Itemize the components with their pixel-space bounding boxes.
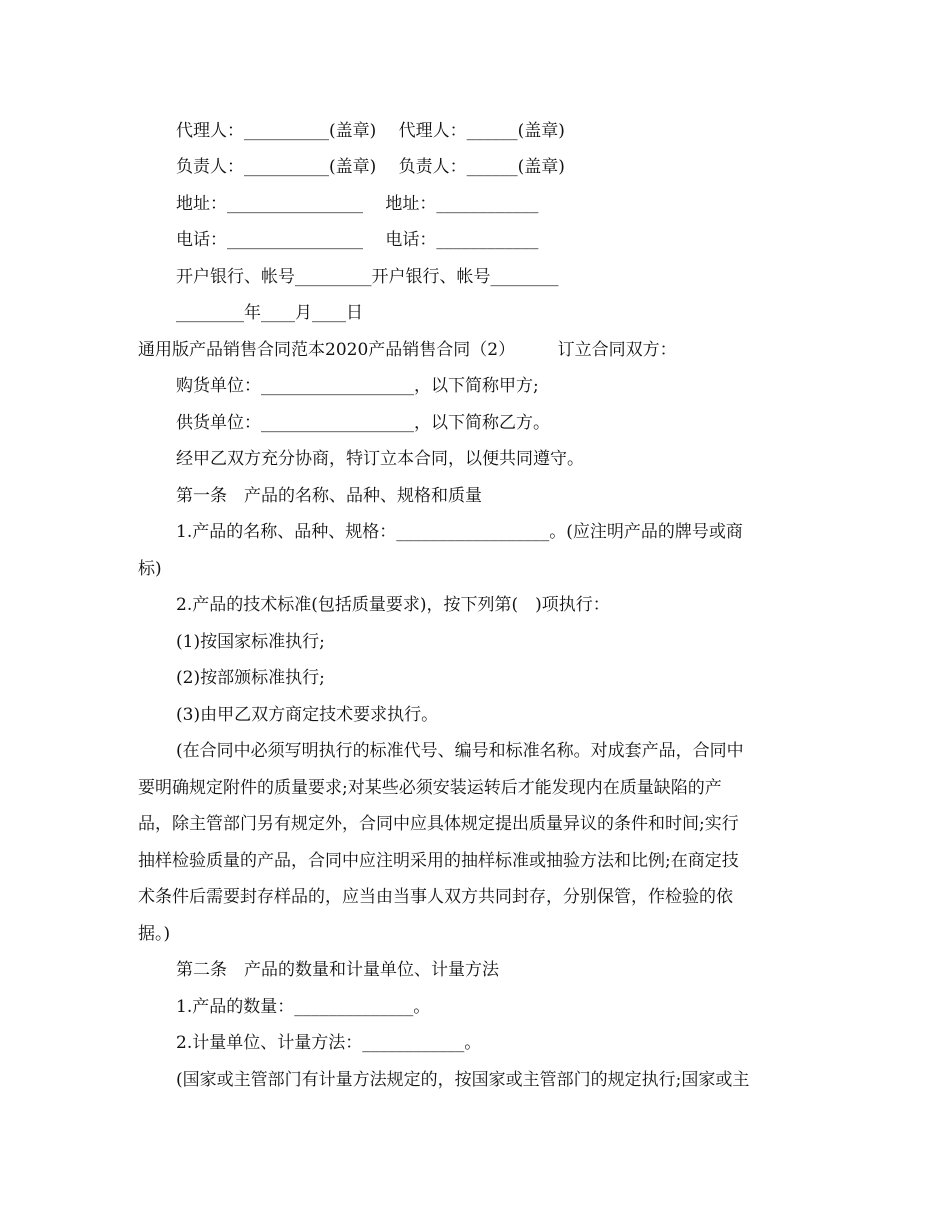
signature-responsible-line: 负责人：__________(盖章) 负责人：______(盖章) — [176, 157, 565, 177]
article-1-option-1: (1)按国家标准执行; — [176, 632, 325, 652]
article-2-title: 第二条 产品的数量和计量单位、计量方法 — [176, 960, 499, 980]
article-1-note-line: 要明确规定附件的质量要求;对某些必须安装运转后才能发现内在质量缺陷的产 — [138, 778, 722, 798]
article-1-note-line: (在合同中必须写明执行的标准代号、编号和标准名称。对成套产品，合同中 — [176, 741, 744, 761]
article-1-option-3: (3)由甲乙双方商定技术要求执行。 — [176, 705, 439, 725]
article-1-option-2: (2)按部颁标准执行; — [176, 668, 325, 688]
article-2-note-line: (国家或主管部门有计量方法规定的，按国家或主管部门的规定执行;国家或主 — [176, 1070, 750, 1090]
signature-agent-line: 代理人：__________(盖章) 代理人：______(盖章) — [176, 121, 565, 141]
article-1-note-line: 抽样检验质量的产品，合同中应注明采用的抽样标准或抽验方法和比例;在商定技 — [138, 851, 739, 871]
article-2-item-1: 1.产品的数量：______________。 — [176, 997, 431, 1017]
buyer-line: 购货单位：__________________，以下简称甲方; — [176, 376, 539, 396]
article-2-item-2: 2.计量单位、计量方法：____________。 — [176, 1033, 482, 1053]
article-1-item-1: 1.产品的名称、品种、规格：__________________。(应注明产品的牌号或商 — [176, 522, 743, 542]
seller-line: 供货单位：__________________，以下简称乙方。 — [176, 413, 550, 433]
article-1-title: 第一条 产品的名称、品种、规格和质量 — [176, 486, 482, 506]
intro-paragraph: 经甲乙双方充分协商，特订立本合同，以便共同遵守。 — [176, 449, 584, 469]
article-1-note-line: 据。) — [138, 924, 171, 944]
contract-heading: 通用版产品销售合同范本2020产品销售合同（2） 订立合同双方： — [138, 340, 677, 360]
article-1-item-2: 2.产品的技术标准(包括质量要求)，按下列第( )项执行： — [176, 595, 610, 615]
article-1-note-line: 品，除主管部门另有规定外，合同中应具体规定提出质量异议的条件和时间;实行 — [138, 814, 739, 834]
article-1-item-1-continued: 标) — [138, 559, 162, 579]
signature-date-line: ________年____月____日 — [176, 303, 363, 323]
signature-bank-line: 开户银行、帐号_________开户银行、帐号________ — [176, 267, 559, 287]
article-1-note-line: 术条件后需要封存样品的，应当由当事人双方共同封存，分别保管，作检验的依 — [138, 887, 733, 907]
signature-address-line: 地址：________________ 地址：____________ — [176, 194, 539, 214]
signature-phone-line: 电话：________________ 电话：____________ — [176, 230, 539, 250]
